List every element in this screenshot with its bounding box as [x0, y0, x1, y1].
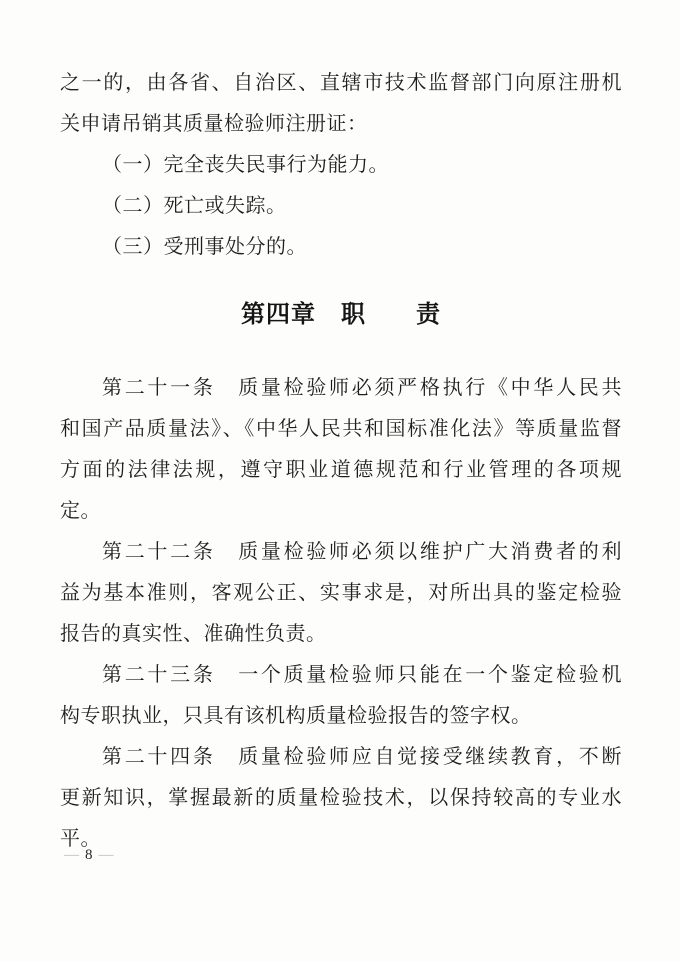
text-line: 第二十二条 质量检验师必须以维护广大消费者的利 [102, 541, 622, 563]
paragraph-continuation [60, 63, 622, 145]
page-number-dash-right: — [98, 847, 114, 863]
text-line: 关申请吊销其质量检验师注册证： [60, 113, 368, 135]
text-line: 和国产品质量法》、《中华人民共和国标准化法》等质量监督 [60, 418, 622, 440]
paragraph-article-21 [60, 368, 622, 532]
document-text-block [60, 63, 622, 860]
text-line: 方面的法律法规，遵守职业道德规范和行业管理的各项规 [60, 459, 622, 481]
list-item: （三）受刑事处分的。 [102, 236, 307, 258]
page-number [58, 845, 120, 865]
text-line: 第二十三条 一个质量检验师只能在一个鉴定检验机 [102, 664, 622, 686]
paragraph-article-22 [60, 532, 622, 655]
text-line: 平。 [60, 828, 101, 850]
text-line: 益为基本准则，客观公正、实事求是，对所出具的鉴定检验 [60, 582, 622, 604]
paragraph-article-24 [60, 737, 622, 860]
text-line: 报告的真实性、准确性负责。 [60, 623, 327, 645]
text-line: 第二十四条 质量检验师应自觉接受继续教育，不断 [102, 746, 622, 768]
page-number-dash-left: — [64, 847, 79, 863]
text-line: 定。 [60, 500, 101, 522]
text-line: 构专职执业，只具有该机构质量检验报告的签字权。 [60, 705, 532, 727]
list-item: （二）死亡或失踪。 [102, 195, 287, 217]
list-item: （一）完全丧失民事行为能力。 [102, 154, 389, 176]
page-number-value: 8 [85, 847, 93, 863]
chapter-heading: 第四章 职 责 [241, 301, 441, 328]
text-line: 第二十一条 质量检验师必须严格执行《中华人民共 [102, 377, 622, 399]
text-line: 更新知识，掌握最新的质量检验技术，以保持较高的专业水 [60, 787, 622, 809]
list-items [60, 145, 622, 268]
text-line: 之一的，由各省、自治区、直辖市技术监督部门向原注册机 [60, 72, 622, 94]
paragraph-article-23 [60, 655, 622, 737]
